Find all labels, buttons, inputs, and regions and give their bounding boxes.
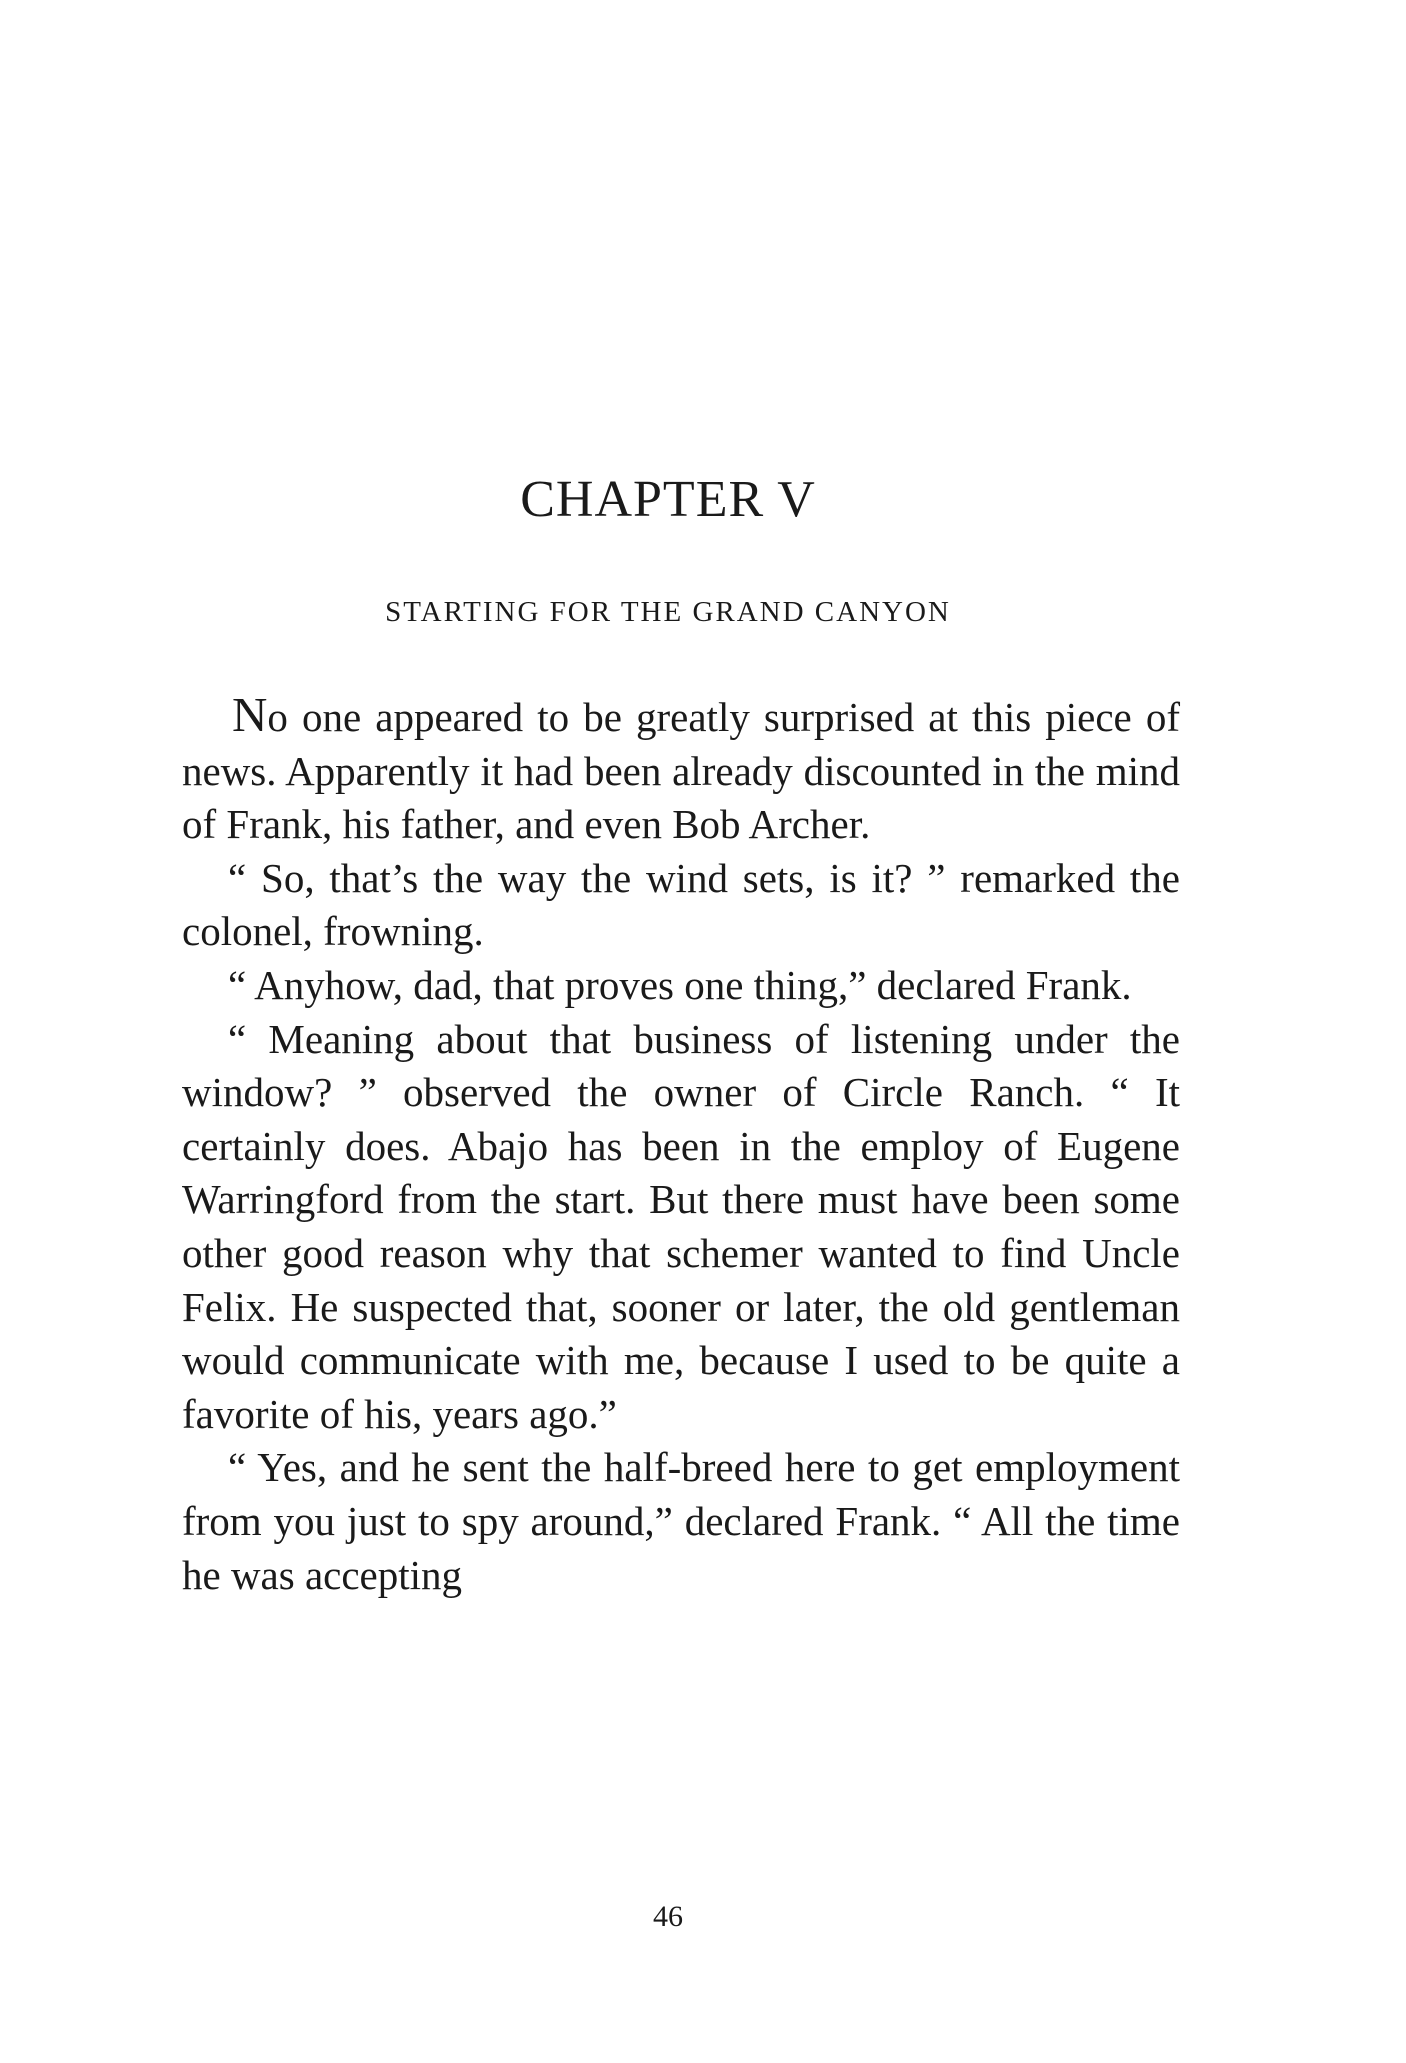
page-number: 46 <box>653 1900 683 1933</box>
paragraph: “ Anyhow, dad, that proves one thing,” declared Frank. <box>228 961 1132 1008</box>
drop-cap: N <box>232 687 268 742</box>
chapter-title: CHAPTER V <box>520 471 816 528</box>
paragraph-text: o one appeared to be greatly surprised at this piece of news. Apparently it had been already discounted in the mind of Frank, his father, and even Bob Archer. <box>182 694 1180 848</box>
paragraph: “ Meaning about that business of listening under the window? ” observed the owner of Circle Ranch. “ It certainly does. Abajo has been in the employ of Eugene Warringford from the start. But there must have been some other good reason why that schemer wanted to find Uncle Felix. He suspected that, sooner or later, the old gentleman would communicate with me, because I used to be quite a favorite of his, years ago.” <box>182 1015 1180 1437</box>
chapter-subtitle: STARTING FOR THE GRAND CANYON <box>385 596 951 628</box>
paragraph: “ Yes, and he sent the half-breed here to get employment from you just to spy around,” declared Frank. “ All the time he was accepting <box>182 1444 1180 1598</box>
paragraph: “ So, that’s the way the wind sets, is it? ” remarked the colonel, frowning. <box>182 854 1180 955</box>
paragraph <box>182 688 1180 852</box>
body-text <box>182 688 1180 1602</box>
